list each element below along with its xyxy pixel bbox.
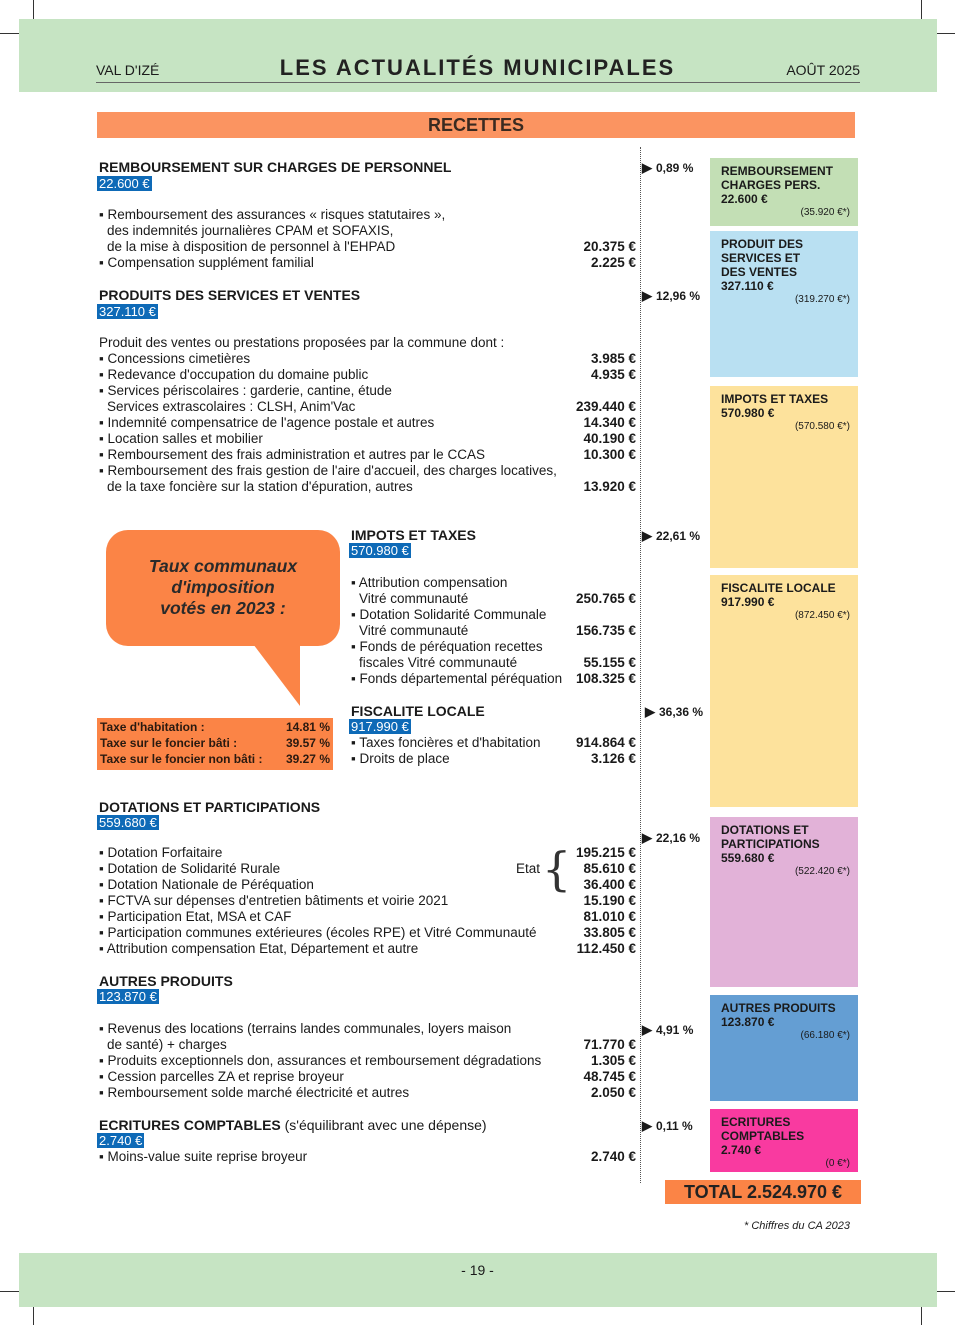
crop-mark xyxy=(33,0,34,19)
list-item: ▪ Produits exceptionnels don, assurances et remboursement dégradations xyxy=(99,1053,542,1068)
tax-row xyxy=(100,735,330,751)
section-intro: Produit des ventes ou prestations proposées par la commune dont : xyxy=(99,335,505,350)
section-amount-ecritures: 2.740 € xyxy=(99,1133,143,1148)
box-label: DOTATIONS ET PARTICIPATIONS xyxy=(721,823,820,851)
section-amount-dotations: 559.680 € xyxy=(99,815,157,830)
arrow-right-icon: ▶ xyxy=(642,528,652,543)
header-date: AOÛT 2025 xyxy=(786,62,860,78)
box-amount: 22.600 € xyxy=(721,192,768,206)
box-label: ECRITURES COMPTABLES xyxy=(721,1115,805,1143)
list-item: ▪ Participation Etat, MSA et CAF xyxy=(99,909,292,924)
section-title-dotations: DOTATIONS ET PARTICIPATIONS xyxy=(99,799,321,815)
arrow-right-icon: ▶ xyxy=(642,160,652,175)
line-value: 55.155 € xyxy=(583,655,636,670)
crop-mark xyxy=(936,1291,955,1292)
list-item: ▪ Droits de place xyxy=(351,751,450,766)
percentage-value: 12,96 % xyxy=(656,289,701,303)
line-value: 10.300 € xyxy=(583,447,636,462)
box-label: IMPOTS ET TAXES xyxy=(721,392,829,406)
section-title-text: ECRITURES COMPTABLES xyxy=(99,1117,281,1133)
tax-value: 39.57 % xyxy=(285,736,330,750)
percentage-value: 4,91 % xyxy=(656,1023,694,1037)
bubble-line: d'imposition xyxy=(171,577,275,597)
line-value: 1.305 € xyxy=(590,1053,636,1068)
box-label: REMBOURSEMENT CHARGES PERS. xyxy=(721,164,834,192)
line-value: 4.935 € xyxy=(590,367,636,382)
section-amount-impots: 570.980 € xyxy=(351,543,409,558)
section-title-impots: IMPOTS ET TAXES xyxy=(351,527,476,543)
dotted-separator xyxy=(640,147,641,1183)
list-item: fiscales Vitré communauté xyxy=(359,655,518,670)
list-item: ▪ Remboursement des frais gestion de l'aire d'accueil, des charges locatives, xyxy=(99,463,557,478)
list-item: de santé) + charges xyxy=(107,1037,227,1052)
line-value: 250.765 € xyxy=(575,591,636,606)
line-value: 40.190 € xyxy=(583,431,636,446)
box-amount: 327.110 € xyxy=(721,279,774,293)
arrow-right-icon: ▶ xyxy=(645,704,655,719)
list-item: Services extrascolaires : CLSH, Anim'Vac xyxy=(107,399,356,414)
percentage-marker xyxy=(642,1022,693,1038)
arrow-right-icon: ▶ xyxy=(642,830,652,845)
list-item: ▪ Remboursement des frais administration et autres par le CCAS xyxy=(99,447,485,462)
footnote: * Chiffres du CA 2023 xyxy=(744,1220,850,1232)
tax-row xyxy=(100,719,330,735)
section-amount-fiscalite: 917.990 € xyxy=(351,719,409,734)
list-item: Vitré communauté xyxy=(359,591,469,606)
list-item: ▪ Concessions cimetières xyxy=(99,351,251,366)
crop-mark xyxy=(33,1307,34,1325)
list-item: ▪ Moins-value suite reprise broyeur xyxy=(99,1149,308,1164)
summary-box xyxy=(710,231,858,377)
total-amount: TOTAL 2.524.970 € xyxy=(665,1180,861,1204)
summary-box xyxy=(710,158,858,226)
list-item: de la mise à disposition de personnel à l'EHPAD xyxy=(107,239,396,254)
percentage-marker xyxy=(642,288,700,304)
line-value: 112.450 € xyxy=(576,941,636,956)
list-item: ▪ Attribution compensation xyxy=(351,575,508,590)
list-item: de la taxe foncière sur la station d'épuration, autres xyxy=(107,479,413,494)
summary-box xyxy=(710,575,858,807)
box-previous: (872.450 €*) xyxy=(794,610,850,621)
list-item: ▪ FCTVA sur dépenses d'entretien bâtiments et voirie 2021 xyxy=(99,893,449,908)
header-commune: VAL D'IZÉ xyxy=(96,62,160,78)
percentage-value: 22,61 % xyxy=(656,529,701,543)
section-amount-produits: 327.110 € xyxy=(99,304,156,319)
list-item: ▪ Revenus des locations (terrains landes communales, loyers maison xyxy=(99,1021,512,1036)
line-value: 85.610 € xyxy=(583,861,636,876)
arrow-right-icon: ▶ xyxy=(642,1022,652,1037)
speech-bubble-tail xyxy=(250,640,300,706)
tax-value: 14.81 % xyxy=(285,720,330,734)
section-title-ecritures xyxy=(99,1117,487,1133)
list-item: ▪ Dotation Solidarité Communale xyxy=(351,607,547,622)
list-item: des indemnités journalières CPAM et SOFAXIS, xyxy=(107,223,394,238)
line-value: 14.340 € xyxy=(583,415,636,430)
summary-box xyxy=(710,386,858,568)
line-value: 20.375 € xyxy=(583,239,636,254)
line-value: 3.126 € xyxy=(590,751,636,766)
page-number: - 19 - xyxy=(461,1262,494,1278)
line-value: 81.010 € xyxy=(583,909,636,924)
line-value: 2.740 € xyxy=(590,1149,636,1164)
crop-mark xyxy=(921,0,922,19)
line-value: 48.745 € xyxy=(583,1069,636,1084)
section-title-produits: PRODUITS DES SERVICES ET VENTES xyxy=(99,287,361,303)
percentage-marker xyxy=(642,1118,693,1134)
list-item: ▪ Dotation Nationale de Péréquation xyxy=(99,877,314,892)
box-label: PRODUIT DES SERVICES ET DES VENTES xyxy=(721,237,804,279)
percentage-value: 0,11 % xyxy=(656,1119,693,1133)
arrow-right-icon: ▶ xyxy=(642,1118,652,1133)
crop-mark xyxy=(0,33,19,34)
box-previous: (0 €*) xyxy=(825,1158,850,1169)
section-amount-autres: 123.870 € xyxy=(99,989,157,1004)
box-label: FISCALITE LOCALE xyxy=(721,581,836,595)
bubble-line: votés en 2023 : xyxy=(160,598,286,618)
list-item: ▪ Services périscolaires : garderie, cantine, étude xyxy=(99,383,392,398)
header-title: LES ACTUALITÉS MUNICIPALES xyxy=(279,55,676,80)
list-item: ▪ Fonds départemental péréquation xyxy=(351,671,563,686)
crop-mark xyxy=(921,1307,922,1325)
etat-label: Etat xyxy=(516,861,541,876)
box-amount: 559.680 € xyxy=(721,851,775,865)
line-value: 914.864 € xyxy=(575,735,636,750)
list-item: ▪ Fonds de péréquation recettes xyxy=(351,639,543,654)
section-title-autres: AUTRES PRODUITS xyxy=(99,973,233,989)
list-item: ▪ Attribution compensation Etat, Département et autre xyxy=(99,941,419,956)
list-item: ▪ Dotation Forfaitaire xyxy=(99,845,223,860)
section-title-note: (s'équilibrant avec une dépense) xyxy=(284,1117,487,1133)
list-item: ▪ Cession parcelles ZA et reprise broyeur xyxy=(99,1069,344,1084)
box-label: AUTRES PRODUITS xyxy=(721,1001,836,1015)
percentage-value: 36,36 % xyxy=(659,705,704,719)
line-value: 15.190 € xyxy=(583,893,636,908)
line-value: 33.805 € xyxy=(583,925,636,940)
line-value: 108.325 € xyxy=(575,671,636,686)
bubble-line: Taux communaux xyxy=(148,556,298,576)
list-item: ▪ Compensation supplément familial xyxy=(99,255,314,270)
box-previous: (319.270 €*) xyxy=(794,294,850,305)
line-value: 71.770 € xyxy=(583,1037,636,1052)
list-item: ▪ Taxes foncières et d'habitation xyxy=(351,735,541,750)
box-previous: (570.580 €*) xyxy=(794,421,850,432)
box-previous: (35.920 €*) xyxy=(800,207,850,218)
list-item: Vitré communauté xyxy=(359,623,469,638)
line-value: 36.400 € xyxy=(583,877,636,892)
tax-label: Taxe sur le foncier bâti : xyxy=(100,736,238,750)
summary-box xyxy=(710,995,858,1101)
line-value: 3.985 € xyxy=(590,351,636,366)
line-value: 2.050 € xyxy=(590,1085,636,1100)
crop-mark xyxy=(936,33,955,34)
section-banner: RECETTES xyxy=(97,112,855,138)
list-item: ▪ Remboursement des assurances « risques statutaires », xyxy=(99,207,446,222)
box-previous: (522.420 €*) xyxy=(794,866,850,877)
summary-box xyxy=(710,817,858,987)
percentage-marker xyxy=(642,160,693,176)
percentage-value: 22,16 % xyxy=(656,831,701,845)
percentage-marker xyxy=(642,830,700,846)
summary-box xyxy=(710,1109,858,1172)
line-value: 13.920 € xyxy=(583,479,636,494)
box-amount: 570.980 € xyxy=(721,406,775,420)
section-title-remboursement: REMBOURSEMENT SUR CHARGES DE PERSONNEL xyxy=(99,159,452,175)
list-item: ▪ Dotation de Solidarité Rurale xyxy=(99,861,281,876)
list-item: ▪ Location salles et mobilier xyxy=(99,431,263,446)
arrow-right-icon: ▶ xyxy=(642,288,652,303)
tax-row xyxy=(100,751,330,767)
percentage-marker xyxy=(645,704,703,720)
bubble-text xyxy=(106,556,340,619)
line-value: 2.225 € xyxy=(590,255,636,270)
box-amount: 917.990 € xyxy=(721,595,775,609)
list-item: ▪ Remboursement solde marché électricité et autres xyxy=(99,1085,410,1100)
line-value: 195.215 € xyxy=(575,845,636,860)
tax-label: Taxe d'habitation : xyxy=(100,720,205,734)
line-value: 239.440 € xyxy=(575,399,636,414)
section-title-fiscalite: FISCALITE LOCALE xyxy=(351,703,485,719)
crop-mark xyxy=(0,1291,19,1292)
list-item: ▪ Redevance d'occupation du domaine public xyxy=(99,367,369,382)
box-amount: 2.740 € xyxy=(721,1143,762,1157)
header-rule xyxy=(96,82,860,83)
section-amount-remboursement: 22.600 € xyxy=(99,176,150,191)
tax-label: Taxe sur le foncier non bâti : xyxy=(100,752,263,766)
brace-icon: { xyxy=(542,842,572,896)
line-value: 156.735 € xyxy=(575,623,636,638)
percentage-marker xyxy=(642,528,700,544)
box-previous: (66.180 €*) xyxy=(800,1030,850,1041)
list-item: ▪ Participation communes extérieures (écoles RPE) et Vitré Communauté xyxy=(99,925,537,940)
box-amount: 123.870 € xyxy=(721,1015,775,1029)
list-item: ▪ Indemnité compensatrice de l'agence postale et autres xyxy=(99,415,435,430)
percentage-value: 0,89 % xyxy=(656,161,694,175)
tax-value: 39.27 % xyxy=(285,752,330,766)
